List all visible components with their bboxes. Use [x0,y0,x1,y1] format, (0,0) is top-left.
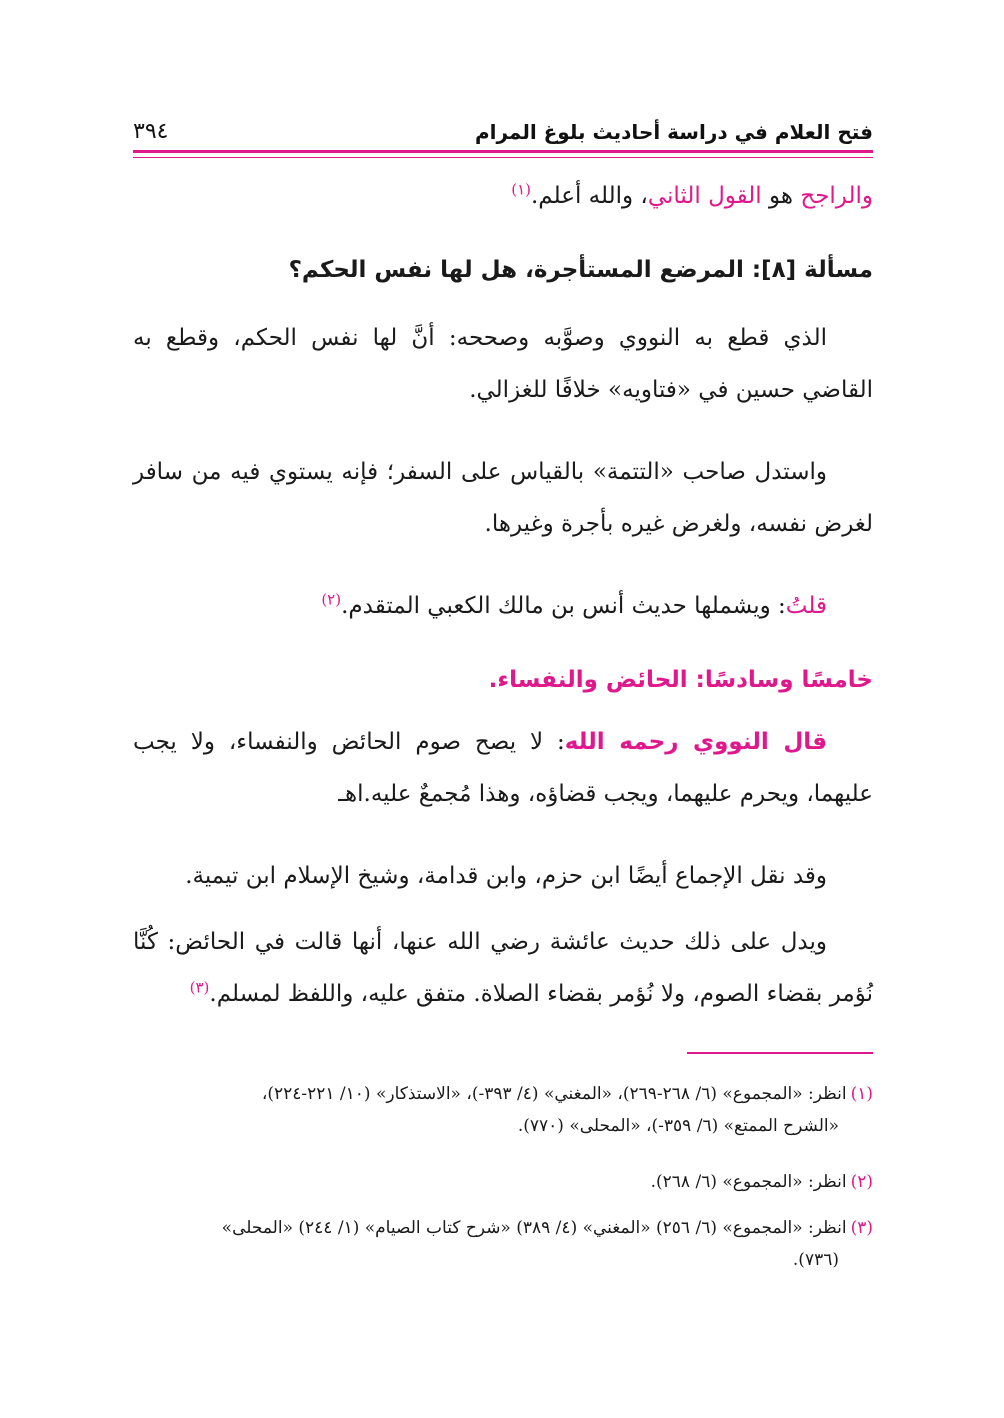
paragraph-ijma: وقد نقل الإجماع أيضًا ابن حزم، وابن قدامة، وشيخ الإسلام ابن تيمية. [185,863,827,889]
book-title: فتح العلام في دراسة أحاديث بلوغ المرام [474,120,873,144]
footnote-number: (٣) [850,1218,873,1238]
footnote-text: (٧٣٦). [792,1250,839,1270]
text: ويدل على ذلك حديث عائشة رضي الله عنها، أنها قالت في الحائض: كُنَّا نُؤمر بقضاء الصوم، ولا نُؤمر بقضاء الصلاة. متفق عليه، واللفظ لمسلم. [133,929,873,1007]
paragraph-nawawi-quote [133,716,873,820]
text: : ويشملها حديث أنس بن مالك الكعبي المتقدم. [341,593,786,619]
text: : لا يصح صوم الحائض والنفساء، ولا يجب عليهما، ويحرم عليهما، ويجب قضاؤه، وهذا مُجمعٌ عليه.اهـ [133,729,873,807]
text: هو [761,183,801,209]
masala-title: المرضع المستأجرة، هل لها نفس الحكم؟ [288,257,752,283]
text: ، والله أعلم. [531,183,648,209]
footnote-number: (١) [850,1084,873,1104]
footnote-text: «الشرح الممتع» (٦/ ٣٥٩-)، «المحلى» (٧٧٠). [517,1116,839,1136]
footnote-rule [687,1052,873,1054]
keyword-second-opinion: القول الثاني [647,183,762,209]
paragraph-nawawi-ruling: الذي قطع به النووي وصوَّبه وصححه: أنَّ لها نفس الحكم، وقطع به القاضي حسين في «فتاويه» خلافًا للغزالي. [133,325,873,403]
footnote-3 [133,1212,873,1276]
paragraph-qultu [133,580,873,632]
keyword-rajih: والراجح [800,183,873,209]
paragraph-conclusion [133,170,873,222]
section-heading: خامسًا وسادسًا: الحائض والنفساء. [488,667,873,693]
masala-label: مسألة [٨]: [751,257,873,283]
footnote-text: انظر: «المجموع» (٦/ ٢٥٦) «المغني» (٤/ ٣٨٩) «شرح كتاب الصيام» (١/ ٢٤٤) «المحلى» [221,1218,847,1238]
footnote-text: انظر: «المجموع» (٦/ ٢٦٨). [650,1172,847,1192]
footnote-ref-1[interactable]: (١) [511,180,531,199]
footnote-text: انظر: «المجموع» (٦/ ٢٦٨-٢٦٩)، «المغني» (٤/ ٣٩٣-)، «الاستذكار» (١٠/ ٢٢١-٢٢٤)، [261,1084,847,1104]
paragraph-aisha-hadith [133,916,873,1020]
page-number: ٣٩٤ [133,119,169,144]
footnote-number: (٢) [850,1172,873,1192]
footnote-2 [133,1166,873,1198]
header-rule-thick [133,150,873,153]
speaker-nawawi: قال النووي رحمه الله [564,729,828,755]
footnote-ref-3[interactable]: (٣) [189,978,210,997]
masala-heading [133,244,873,296]
footnote-ref-2[interactable]: (٢) [321,590,342,609]
footnote-1 [133,1078,873,1142]
keyword-qultu: قلتُ [785,593,827,619]
paragraph-tatimma: واستدل صاحب «التتمة» بالقياس على السفر؛ فإنه يستوي فيه من سافر لغرض نفسه، ولغرض غيره بأجرة وغيرها. [133,459,873,537]
running-header [133,108,873,144]
header-rule-thin [133,157,873,158]
